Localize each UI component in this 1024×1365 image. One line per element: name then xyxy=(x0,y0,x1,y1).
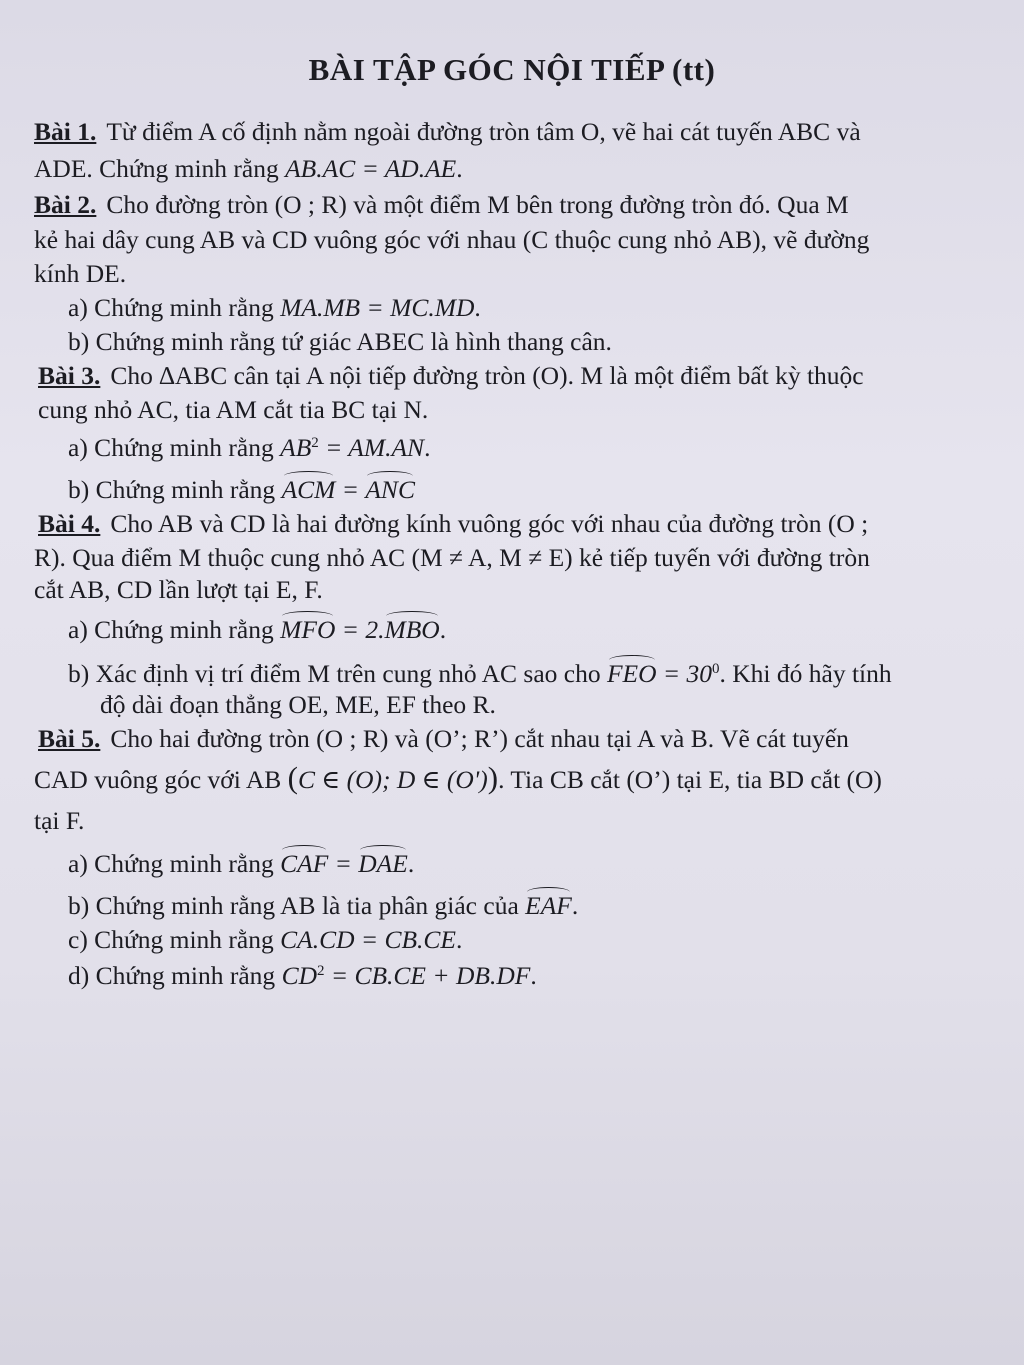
exercise-3b-text: b) Chứng minh rằng xyxy=(68,475,276,504)
punct: . xyxy=(424,433,431,462)
angle-mbo: MBO xyxy=(384,615,440,644)
exercise-3a xyxy=(68,432,430,464)
exponent: 2 xyxy=(317,963,325,979)
exercise-4-line-3: cắt AB, CD lần lượt tại E, F. xyxy=(34,575,323,604)
equals: = xyxy=(328,849,359,878)
exercise-4-line-2: R). Qua điểm M thuộc cung nhỏ AC (M ≠ A, M ≠ E) kẻ tiếp tuyến với đường tròn xyxy=(34,543,870,572)
exercise-1-line-1 xyxy=(34,116,861,148)
exercise-1-line-2 xyxy=(34,153,463,185)
angle-anc: ANC xyxy=(365,475,415,504)
exercise-3a-math-rest: = AM.AN xyxy=(318,433,425,462)
exercise-4-text: Cho AB và CD là hai đường kính vuông góc với nhau của đường tròn (O ; xyxy=(110,509,869,538)
exercise-2-line-3: kính DE. xyxy=(34,259,127,288)
angle-acm: ACM xyxy=(281,475,336,504)
exercise-5-line-2 xyxy=(34,762,882,796)
exercise-2-text: Cho đường tròn (O ; R) và một điểm M bên trong đường tròn đó. Qua M xyxy=(106,190,849,219)
exercise-3a-text: a) Chứng minh rằng xyxy=(68,433,274,462)
exercise-4-label: Bài 4. xyxy=(38,509,101,538)
exercise-5-line-1 xyxy=(38,723,849,755)
exercise-5c-equation: CA.CD = CB.CE xyxy=(280,925,457,954)
punct: . xyxy=(439,615,447,644)
exercise-5c xyxy=(68,924,462,956)
exercise-5-text-2: CAD vuông góc với AB xyxy=(34,765,282,794)
exercise-1-text: Từ điểm A cố định nằm ngoài đường tròn tâm O, vẽ hai cát tuyến ABC và xyxy=(106,117,861,146)
factor: = 2. xyxy=(335,615,385,644)
exercise-4b-line-1 xyxy=(68,658,892,690)
exercise-5d-math-rest: = CB.CE + DB.DF xyxy=(324,961,531,990)
exponent: 2 xyxy=(311,435,319,451)
exercise-5b-text: b) Chứng minh rằng AB là tia phân giác của xyxy=(68,891,519,920)
punct: . xyxy=(571,891,579,920)
exercise-1-equation: AB.AC = AD.AE xyxy=(285,154,457,183)
punct: . xyxy=(474,293,481,322)
exercise-4b-text: b) Xác định vị trí điểm M trên cung nhỏ AC sao cho xyxy=(68,659,601,688)
exercise-3-line-1 xyxy=(38,360,864,392)
punct: . xyxy=(456,154,463,183)
exercise-3-line-2: cung nhỏ AC, tia AM cắt tia BC tại N. xyxy=(38,395,429,424)
punct: . xyxy=(407,849,415,878)
exercise-1-text-2: ADE. Chứng minh rằng xyxy=(34,154,279,183)
punct: . xyxy=(530,961,537,990)
angle-mfo: MFO xyxy=(280,615,336,644)
exercise-2-line-1 xyxy=(34,189,849,221)
exercise-4a xyxy=(68,614,446,646)
exercise-2a-text: a) Chứng minh rằng xyxy=(68,293,274,322)
exercise-2-label: Bài 2. xyxy=(34,190,97,219)
angle-value: = 30 xyxy=(656,659,712,688)
page-title: BÀI TẬP GÓC NỘI TIẾP (tt) xyxy=(308,52,716,87)
exercise-5a-text: a) Chứng minh rằng xyxy=(68,849,274,878)
paren-open: ( xyxy=(287,760,298,795)
exercise-5d-math: CD xyxy=(281,961,317,990)
angle-dae: DAE xyxy=(358,849,408,878)
exercise-4a-text: a) Chứng minh rằng xyxy=(68,615,274,644)
exercise-5d-text: d) Chứng minh rằng xyxy=(68,961,276,990)
exercise-3-text: Cho ∆ABC cân tại A nội tiếp đường tròn (O). M là một điểm bất kỳ thuộc xyxy=(110,361,864,390)
exercise-5-line-3: tại F. xyxy=(34,806,85,835)
paren-close: ) xyxy=(487,760,499,795)
exercise-2b: b) Chứng minh rằng tứ giác ABEC là hình thang cân. xyxy=(68,327,612,356)
exercise-5c-text: c) Chứng minh rằng xyxy=(68,925,274,954)
degree-sup: 0 xyxy=(712,661,720,677)
exercise-5-text-3: . Tia CB cắt (O’) tại E, tia BD cắt (O) xyxy=(498,765,882,794)
membership-math: C ∈ (O); D ∈ (O') xyxy=(297,765,488,794)
exercise-5b xyxy=(68,890,578,922)
angle-eaf: EAF xyxy=(525,891,572,920)
exercise-1-label: Bài 1. xyxy=(34,117,97,146)
angle-caf: CAF xyxy=(280,849,329,878)
angle-feo: FEO xyxy=(606,659,657,688)
exercise-3-label: Bài 3. xyxy=(38,361,101,390)
exercise-4b-line-2: độ dài đoạn thẳng OE, ME, EF theo R. xyxy=(100,690,496,719)
exercise-5-text: Cho hai đường tròn (O ; R) và (O’; R’) cắt nhau tại A và B. Vẽ cát tuyến xyxy=(110,724,849,753)
exercise-3a-math: AB xyxy=(280,433,312,462)
equals: = xyxy=(335,475,366,504)
exercise-5d xyxy=(68,960,537,992)
exercise-3b xyxy=(68,474,415,506)
exercise-5a xyxy=(68,848,414,880)
exercise-2-line-2: kẻ hai dây cung AB và CD vuông góc với nhau (C thuộc cung nhỏ AB), vẽ đường xyxy=(34,225,870,254)
punct: . xyxy=(456,925,463,954)
exercise-4b-text-post: . Khi đó hãy tính xyxy=(719,659,892,688)
exercise-2a xyxy=(68,292,481,324)
exercise-5-label: Bài 5. xyxy=(38,724,101,753)
exercise-2a-equation: MA.MB = MC.MD xyxy=(280,293,475,322)
exercise-4-line-1 xyxy=(38,508,868,540)
